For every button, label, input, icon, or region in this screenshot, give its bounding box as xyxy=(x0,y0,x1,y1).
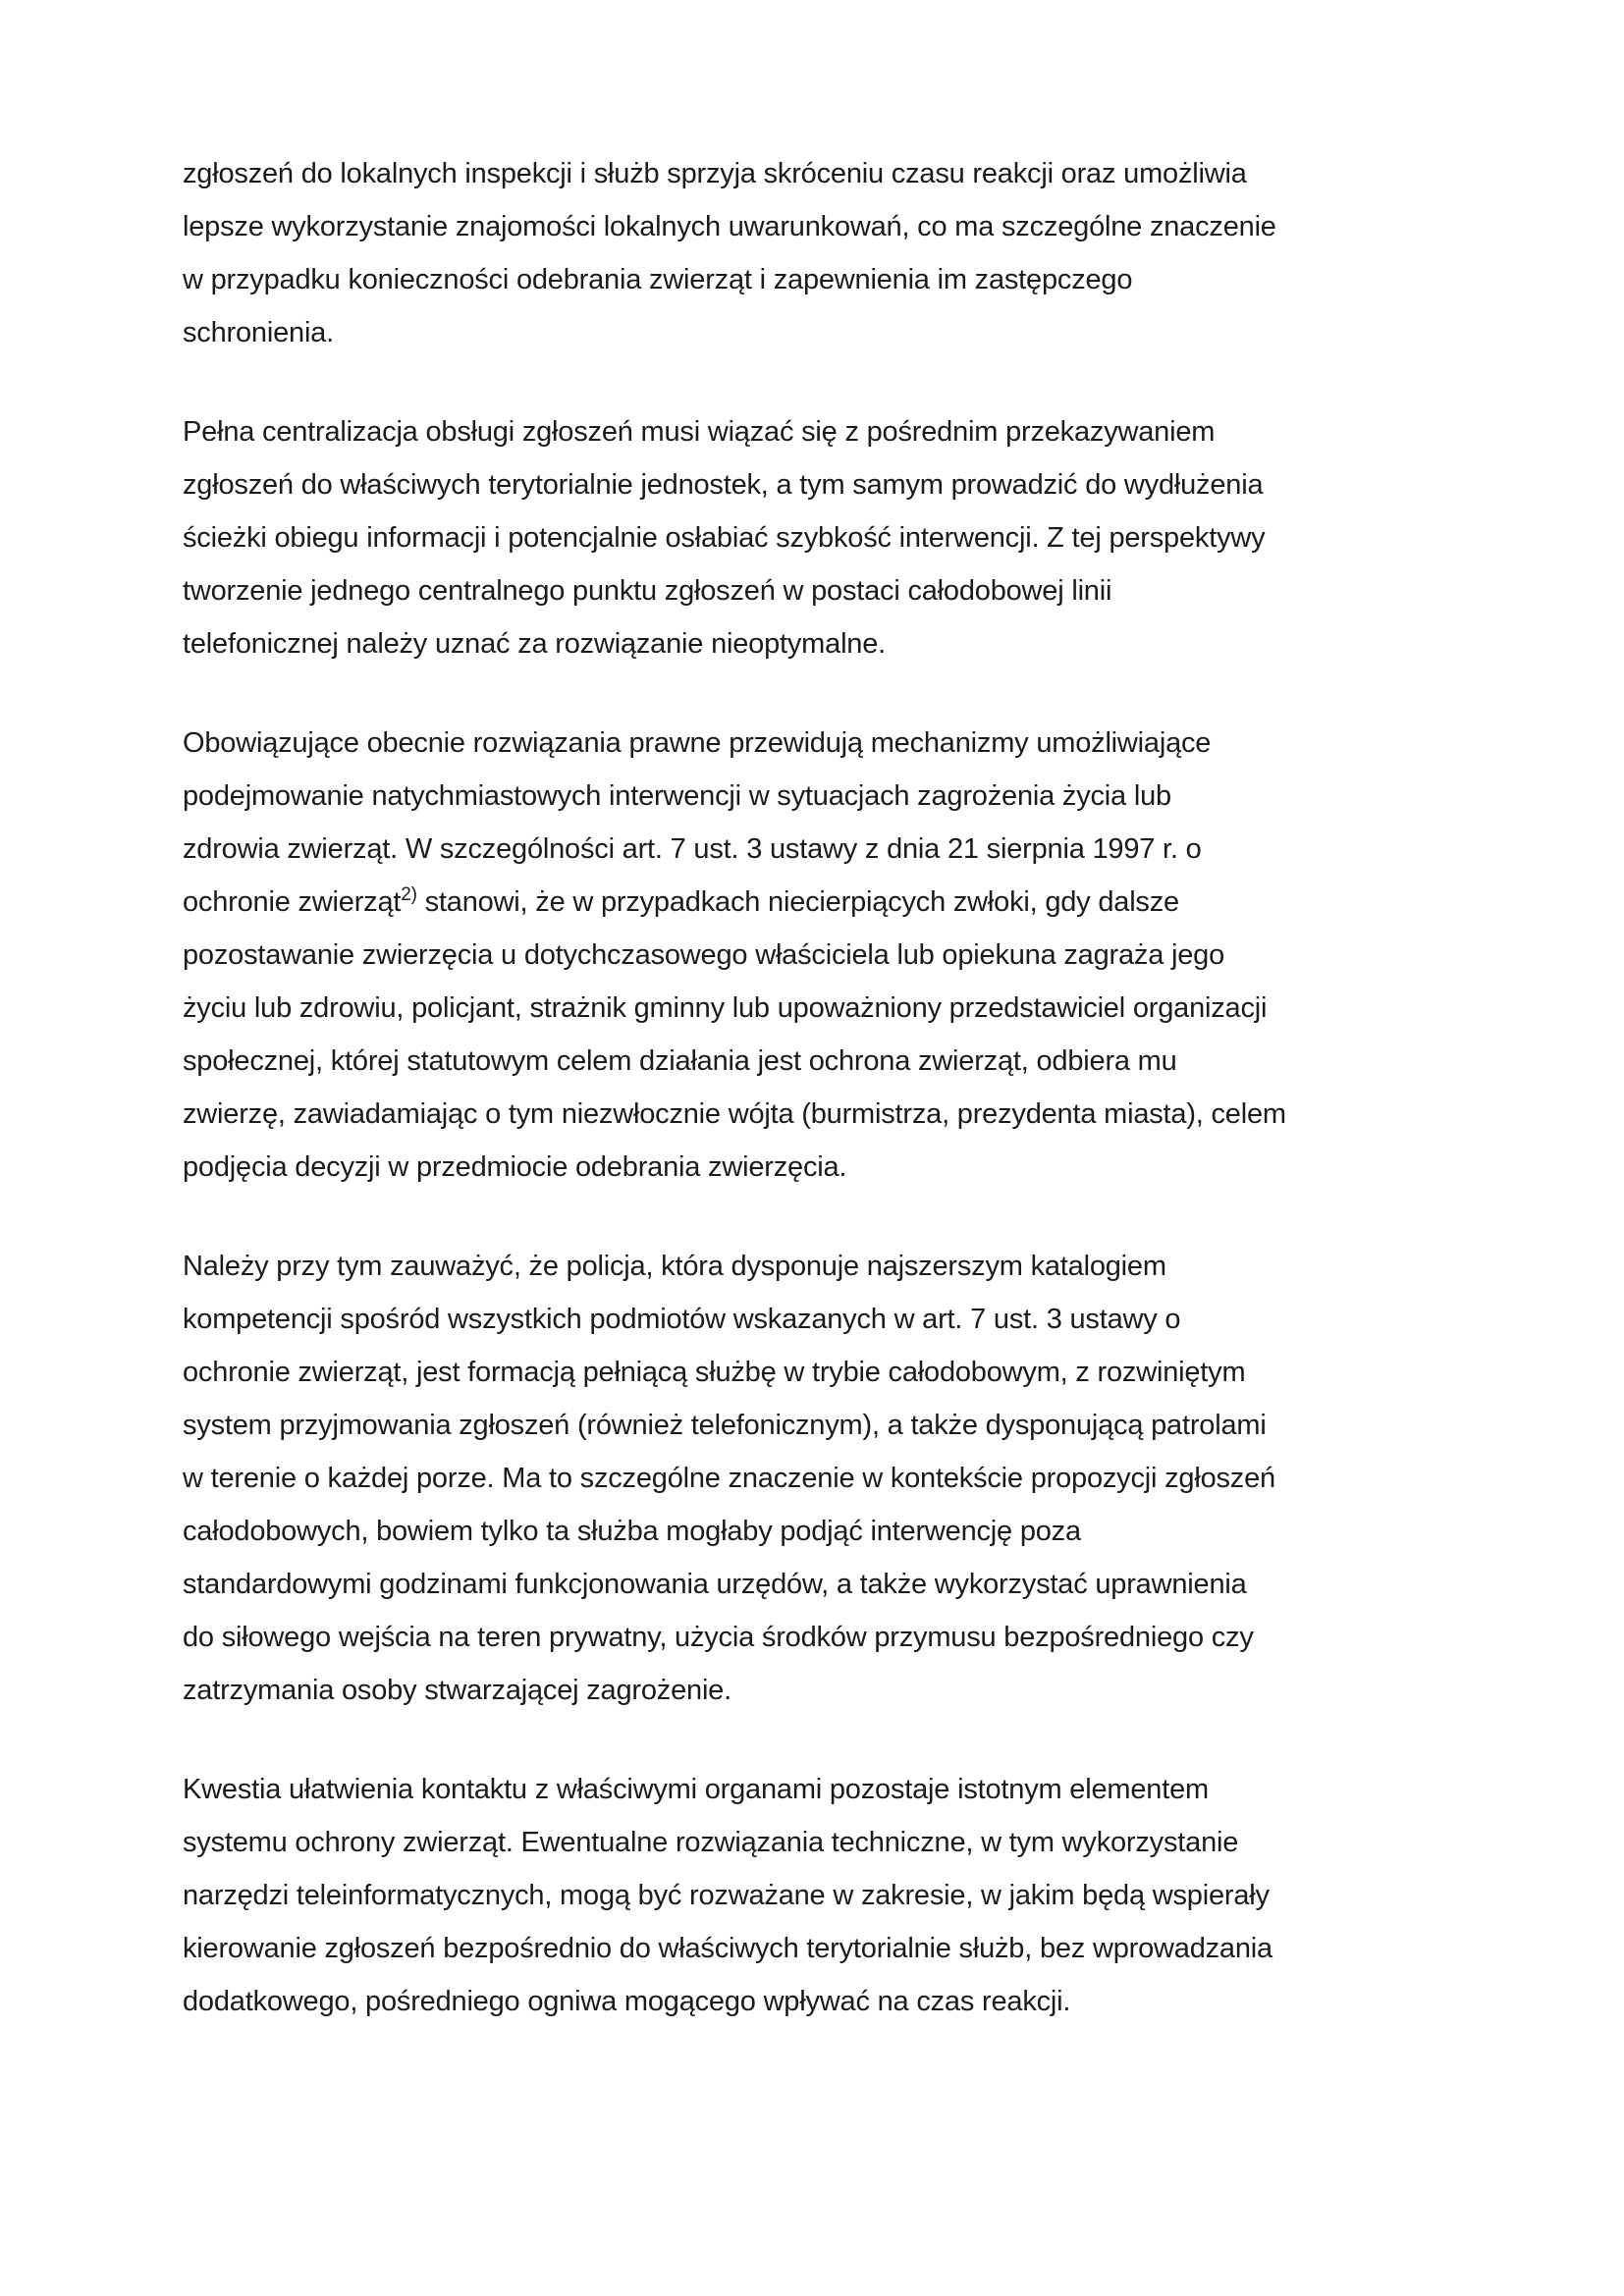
paragraph-5: Kwestia ułatwienia kontaktu z właściwymi organami pozostaje istotnym elementem systemu ochrony zwierząt. Ewentualne rozwiązania techniczne, w tym wykorzystanie narzędzi teleinformatycznych, mogą być rozważane w zakresie, w jakim będą wspierały kierowanie zgłoszeń bezpośrednio do właściwych terytorialnie służb, bez wprowadzania dodatkowego, pośredniego ogniwa mogącego wpływać na czas reakcji. xyxy=(183,1774,1272,2017)
paragraph-2: Pełna centralizacja obsługi zgłoszeń musi wiązać się z pośrednim przekazywaniem zgłoszeń do właściwych terytorialnie jednostek, a tym samym prowadzić do wydłużenia ścieżki obiegu informacji i potencjalnie osłabiać szybkość interwencji. Z tej perspektywy tworzenie jednego centralnego punktu zgłoszeń w postaci całodobowej linii telefonicznej należy uznać za rozwiązanie nieoptymalne. xyxy=(183,416,1266,660)
paragraph-1: zgłoszeń do lokalnych inspekcji i służb sprzyja skróceniu czasu reakcji oraz umożliwia lepsze wykorzystanie znajomości lokalnych uwarunkowań, co ma szczególne znaczenie w przypadku konieczności odebrania zwierząt i zapewnienia im zastępczego schronienia. xyxy=(183,158,1276,348)
footnote-reference: 2) xyxy=(401,884,417,905)
paragraph-4: Należy przy tym zauważyć, że policja, która dysponuje najszerszym katalogiem kompetencji spośród wszystkich podmiotów wskazanych w art. 7 ust. 3 ustawy o ochronie zwierząt, jest formacją pełniącą służbę w trybie całodobowym, z rozwiniętym system przyjmowania zgłoszeń (również telefonicznym), a także dysponującą patrolami w terenie o każdej porze. Ma to szczególne znaczenie w kontekście propozycji zgłoszeń całodobowych, bowiem tylko ta służba mogłaby podjąć interwencję poza standardowymi godzinami funkcjonowania urzędów, a także wykorzystać uprawnienia do siłowego wejścia na teren prywatny, użycia środków przymusu bezpośredniego czy zatrzymania osoby stwarzającej zagrożenie. xyxy=(183,1251,1275,1706)
paragraph-3: Obowiązujące obecnie rozwiązania prawne przewidują mechanizmy umożliwiające podejmowanie natychmiastowych interwencji w sytuacjach zagrożenia życia lub zdrowia zwierząt. W szczególności art. 7 ust. 3 ustawy z dnia 21 sierpnia 1997 r. o ochronie zwierząt$^{2)}$ stanowi, że w przypadkach niecierpiących zwłoki, gdy dalsze pozostawanie zwierzęcia u dotychczasowego właściciela lub opiekuna zagraża jego życiu lub zdrowiu, policjant, strażnik gminny lub upoważniony przedstawiciel organizacji społecznej, której statutowym celem działania jest ochrona zwierząt, odbiera mu zwierzę, zawiadamiając o tym niezwłocznie wójta (burmistrza, prezydenta miasta), celem podjęcia decyzji w przedmiocie odebrania zwierzęcia. xyxy=(183,727,1286,1183)
document-body xyxy=(183,147,1479,2028)
